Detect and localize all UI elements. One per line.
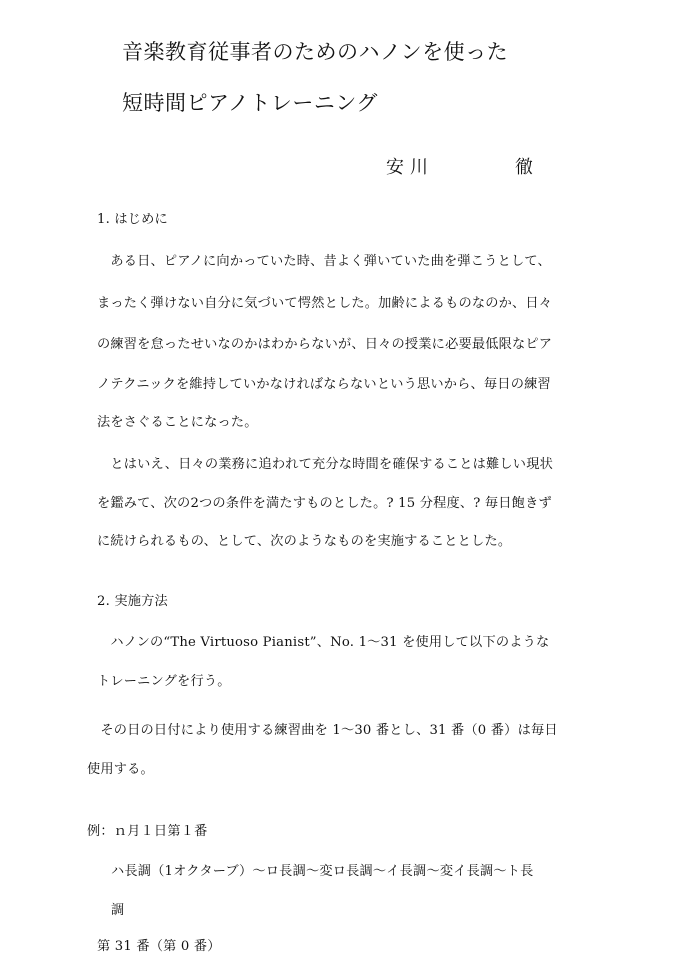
- paragraph-line: ある日、ピアノに向かっていた時、昔よく弾いていた曲を弾こうとして、: [97, 254, 551, 269]
- author-given-name: 徹: [515, 157, 533, 178]
- title-line-2: 短時間ピアノトレーニング: [122, 91, 378, 115]
- paragraph-line: ハノンの“The Virtuoso Pianist”、No. 1～31 を使用して以下のような: [97, 635, 550, 650]
- paragraph-line: 使用する。: [87, 762, 154, 777]
- title-line-1: 音楽教育従事者のためのハノンを使った: [122, 40, 509, 64]
- paragraph-line: の練習を怠ったせいなのかはわからないが、日々の授業に必要最低限なピア: [97, 337, 553, 352]
- paragraph-line: に続けられるもの、として、次のようなものを実施することとした。: [97, 534, 512, 549]
- paragraph-line: とはいえ、日々の業務に追われて充分な時間を確保することは難しい現状: [97, 457, 553, 472]
- example-keys-line: ハ長調（1オクターブ）～ロ長調～変ロ長調～イ長調～変イ長調～ト長: [111, 864, 534, 879]
- paragraph-line: 法をさぐることになった。: [97, 415, 258, 430]
- example-last-item: 第 31 番（第 0 番）: [97, 939, 221, 954]
- paragraph-line: を鑑みて、次の2つの条件を満たすものとした。? 15 分程度、? 毎日飽きず: [97, 496, 552, 511]
- section-2-heading: 2. 実施方法: [97, 594, 168, 609]
- example-label: 例：ｎ月１日第１番: [87, 824, 208, 839]
- paragraph-line: その日の日付により使用する練習曲を 1～30 番とし、31 番（0 番）は毎日: [87, 723, 558, 738]
- section-1-heading: 1. はじめに: [97, 212, 168, 227]
- author-family-name: 安川: [386, 157, 434, 178]
- paragraph-line: まったく弾けない自分に気づいて愕然とした。加齢によるものなのか、日々: [97, 296, 553, 311]
- paragraph-line: トレーニングを行う。: [97, 674, 231, 689]
- example-keys-line: 調: [111, 903, 125, 918]
- paragraph-line: ノテクニックを維持していかなければならないという思いから、毎日の練習: [97, 377, 551, 392]
